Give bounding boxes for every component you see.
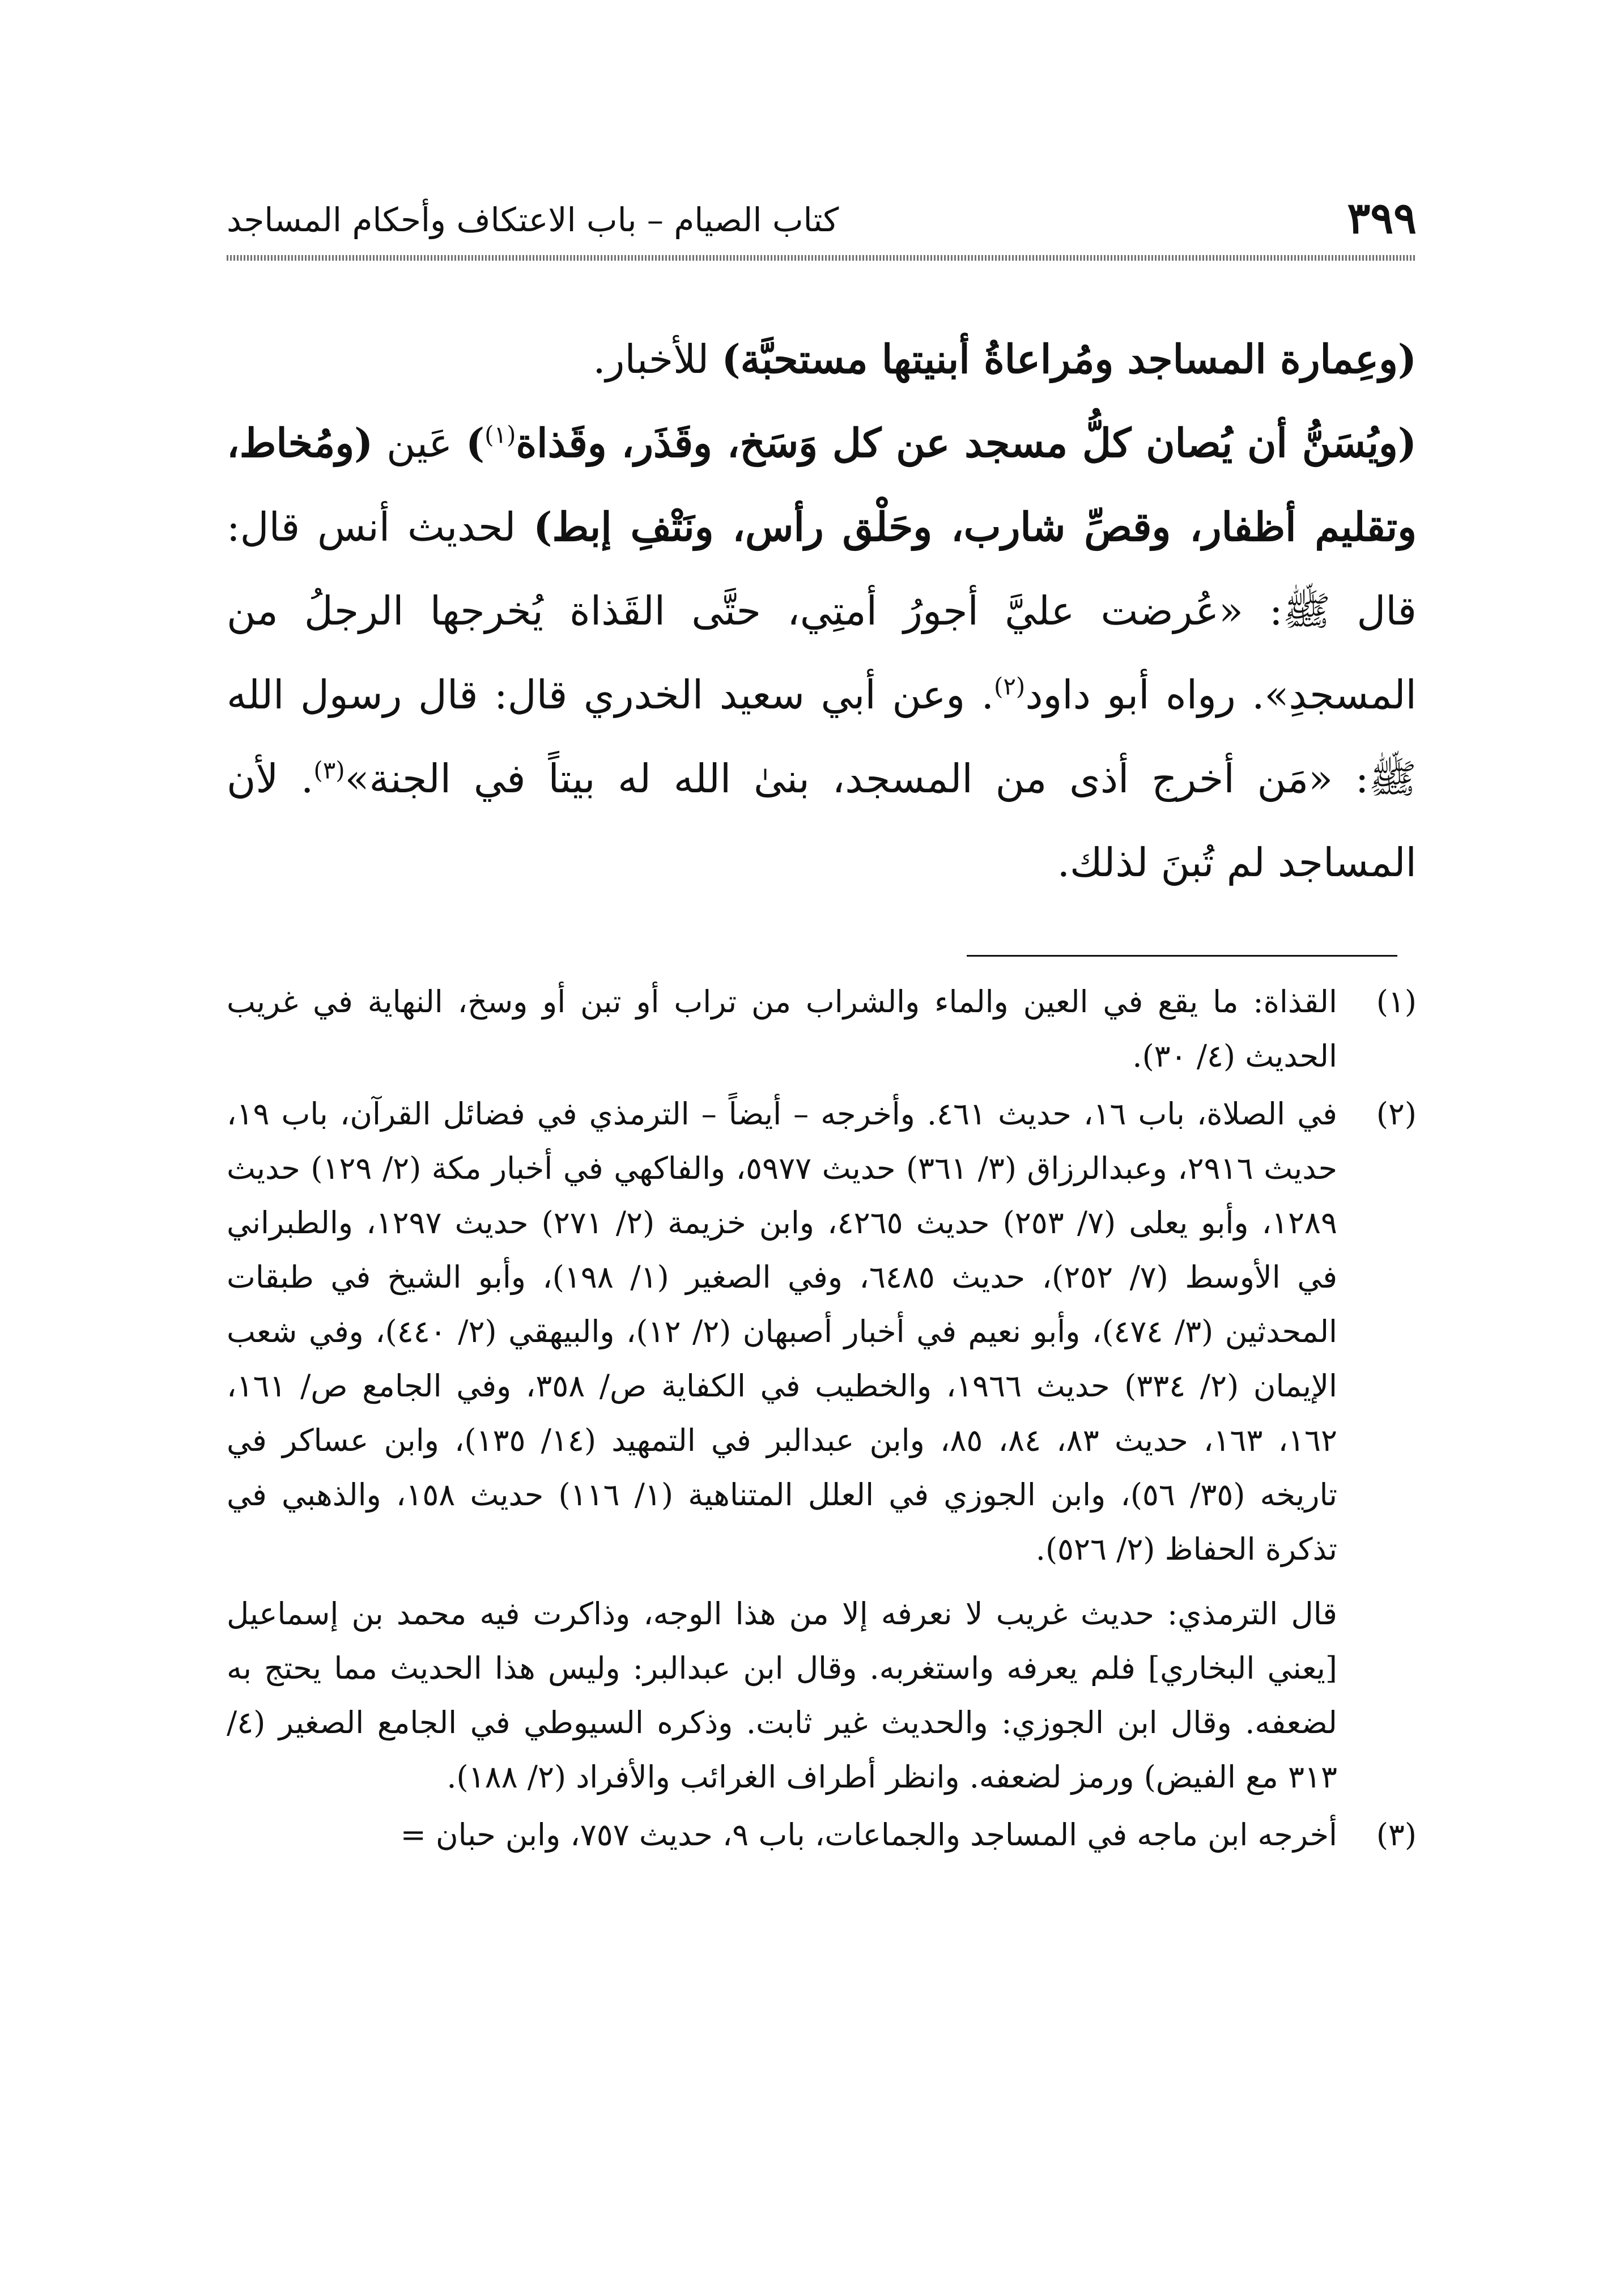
footnote-text: القذاة: ما يقع في العين والماء والشراب من تراب أو تبن أو وسخ، النهاية في غريب الحديث (٤/ ٣٠). bbox=[227, 984, 1337, 1074]
commentary-text: . وعن أبي سعيد الخدري قال: قال رسول الله ﷺ: «مَن أخرج أذى من المسجد، بنىٰ الله له بيتاً في الجنة» bbox=[227, 672, 1417, 802]
commentary-text: للأخبار. bbox=[593, 336, 722, 383]
paragraph-mosque-cleanliness bbox=[227, 401, 1417, 905]
footnote-2 bbox=[227, 1087, 1417, 1577]
matn-text: (ومُخاط، وتقليم أظفار، وقصِّ شارب، وحَلْق رأس، ونَتْفِ إبط) bbox=[227, 419, 1417, 550]
commentary-text: . لأن المساجد لم تُبنَ لذلك. bbox=[227, 755, 1417, 886]
matn-text: ) bbox=[466, 419, 485, 466]
footnote-text: في الصلاة، باب ١٦، حديث ٤٦١. وأخرجه – أيضاً – الترمذي في فضائل القرآن، باب ١٩، حديث ٢٩١٦، وعبدالرزاق (٣/ ٣٦١) حديث ٥٩٧٧، والفاكهي في أخبار مكة (٢/ ١٢٩) حديث ١٢٨٩، وأبو يعلى (٧/ ٢٥٣) حديث ٤٢٦٥، وابن خزيمة (٢/ ٢٧١) حديث ١٢٩٧، والطبراني في الأوسط (٧/ ٢٥٢)، حديث ٦٤٨٥، وفي الصغير (١/ ١٩٨)، وأبو الشيخ في طبقات المحدثين (٣/ ٤٧٤)، وأبو نعيم في أخبار أصبهان (٢/ ١٢)، والبيهقي (٢/ ٤٤٠)، وفي شعب الإيمان (٢/ ٣٣٤) حديث ١٩٦٦، والخطيب في الكفاية ص/ ٣٥٨، وفي الجامع ص/ ١٦١، ١٦٢، ١٦٣، حديث ٨٣، ٨٤، ٨٥، وابن عبدالبر في التمهيد (١٤/ ١٣٥)، وابن عساكر في تاريخه (٣٥/ ٥٦)، وابن الجوزي في العلل المتناهية (١/ ١١٦) حديث ١٥٨، والذهبي في تذكرة الحفاظ (٢/ ٥٢٦). bbox=[227, 1096, 1338, 1567]
matn-text: (ويُسَنُّ أن يُصان كلُّ مسجد عن كل وَسَخ، وقَذَر، وقَذاة bbox=[516, 419, 1417, 466]
commentary-text: عَين bbox=[373, 420, 466, 466]
page-number: ٣٩٩ bbox=[1347, 193, 1417, 243]
footnote-number: (٣) bbox=[1376, 1817, 1417, 1853]
footnote-1 bbox=[227, 975, 1417, 1084]
running-title: كتاب الصيام – باب الاعتكاف وأحكام المساجد bbox=[227, 201, 839, 239]
footnote-ref-3[interactable]: (٣) bbox=[313, 756, 345, 784]
footnote-number: (٢) bbox=[1376, 1096, 1417, 1132]
footnote-divider bbox=[967, 955, 1397, 957]
footnote-number: (١) bbox=[1376, 984, 1417, 1020]
footnote-ref-1[interactable]: (١) bbox=[484, 421, 516, 449]
footnote-2-continuation: قال الترمذي: حديث غريب لا نعرفه إلا من هذا الوجه، وذاكرت فيه محمد بن إسماعيل [يعني البخاري] فلم يعرفه واستغربه. وقال ابن عبدالبر: وليس هذا الحديث مما يحتج به لضعفه. وقال ابن الجوزي: والحديث غير ثابت. وذكره السيوطي في الجامع الصغير (٤/ ٣١٣ مع الفيض) ورمز لضعفه. وانظر أطراف الغرائب والأفراد (٢/ ١٨٨). bbox=[227, 1596, 1337, 1795]
commentary-text: لحديث أنس قال: قال ﷺ: «عُرضت عليَّ أجورُ أمتِي، حتَّى القَذاة يُخرجها الرجلُ من المسجدِ». رواه أبو داود bbox=[227, 504, 1417, 718]
paragraph-mosque-maintenance bbox=[227, 317, 1417, 401]
main-text bbox=[227, 317, 1417, 905]
footnotes bbox=[227, 975, 1417, 1866]
matn-text: (وعِمارة المساجد ومُراعاةُ أبنيتها مستحبَّة) bbox=[721, 336, 1417, 383]
footnote-text: أخرجه ابن ماجه في المساجد والجماعات، باب ٩، حديث ٧٥٧، وابن حبان = bbox=[400, 1817, 1337, 1853]
page-header bbox=[227, 187, 1417, 255]
header-divider bbox=[227, 255, 1417, 261]
footnote-ref-2[interactable]: (٢) bbox=[993, 672, 1026, 700]
footnote-3 bbox=[227, 1808, 1417, 1862]
